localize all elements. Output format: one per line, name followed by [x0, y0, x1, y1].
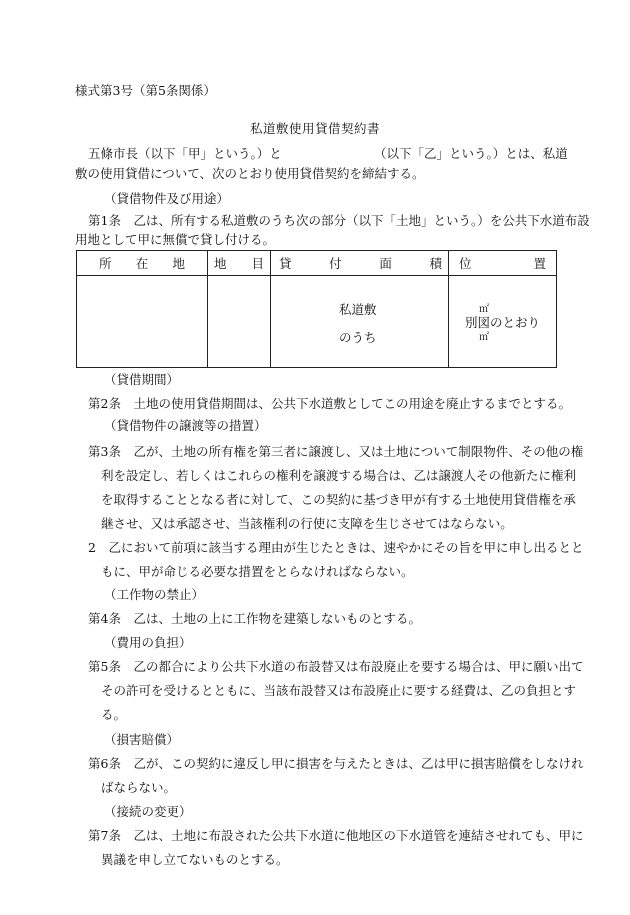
- section-3-para-2-line-1: 2 乙において前項に該当する理由が生じたときは、速やかにその旨を甲に申し出るとと: [88, 540, 584, 555]
- area-unit-1: ㎡: [479, 304, 489, 315]
- cell-lease-area: [271, 276, 489, 368]
- form-number: 様式第3号（第5条関係）: [75, 83, 216, 98]
- section-3-line-1: 第3条 乙が、土地の所有権を第三者に譲渡し、又は土地について制限物件、その他の権: [88, 444, 584, 459]
- section-5-line-1: 第5条 乙の都合により公共下水道の布設替又は布設廃止を要する場合は、甲に願い出て: [88, 659, 584, 674]
- document-title: 私道敷使用貸借契約書: [249, 121, 380, 136]
- cell-land-category: [208, 276, 271, 368]
- intro-line-1a: 五條市長（以下「甲」という。）と: [88, 146, 282, 161]
- section-3-line-3: を取得することとなる者に対して、この契約に基づき甲が有する土地使用貸借権を承: [101, 492, 576, 507]
- section-7-line-1: 第7条 乙は、土地に布設された公共下水道に他地区の下水道管を連結させれても、甲に: [88, 828, 584, 843]
- section-7-line-2: 異議を申し立てないものとする。: [101, 852, 289, 867]
- section-2-heading: （貸借期間）: [104, 372, 180, 387]
- section-5-line-3: る。: [101, 707, 127, 722]
- intro-line-1b: （以下「乙」という。）とは、私道: [374, 146, 568, 161]
- header-land-category: 地 目: [208, 251, 271, 276]
- section-5-heading: （費用の負担）: [104, 635, 192, 650]
- section-1-line-1: 第1条 乙は、所有する私道敷のうち次の部分（以下「土地」という。）を公共下水道布設: [88, 213, 590, 228]
- intro-line-2: 敷の使用貸借について、次のとおり使用貸借契約を締結する。: [75, 166, 425, 181]
- header-lease-area: 貸 付 面 積: [271, 251, 449, 276]
- area-unit-2: ㎡: [479, 332, 489, 343]
- header-position: 位 置: [449, 251, 557, 276]
- section-7-heading: （接続の変更）: [104, 804, 192, 819]
- section-5-line-2: その許可を受けるとともに、当該布設替又は布設廃止に要する経費は、乙の負担とす: [101, 683, 577, 698]
- cell-location: [77, 276, 208, 368]
- section-1-heading: （貸借物件及び用途）: [104, 191, 230, 206]
- lease-table: [76, 250, 557, 368]
- section-6-line-1: 第6条 乙が、この契約に違反し甲に損害を与えたときは、乙は甲に損害賠償をしなけれ: [88, 756, 584, 771]
- section-6-line-2: ばならない。: [101, 780, 177, 795]
- cell-position: 別図のとおり: [449, 276, 557, 368]
- section-6-heading: （損害賠償）: [104, 732, 180, 747]
- section-3-heading: （貸借物件の譲渡等の措置）: [104, 418, 267, 433]
- section-1-line-2: 用地として甲に無償で貸し付ける。: [75, 232, 276, 247]
- section-3-line-4: 継させ、又は承認させ、当該権利の行使に支障を生じさせてはならない。: [101, 516, 513, 531]
- section-3-para-2-line-2: もに、甲が命じる必要な措置をとらなければならない。: [101, 564, 414, 579]
- header-location: 所 在 地: [77, 251, 208, 276]
- section-2-line-1: 第2条 土地の使用貸借期間は、公共下水道敷としてこの用途を廃止するまでとする。: [88, 396, 571, 411]
- section-3-line-2: 利を設定し、若しくはこれらの権利を譲渡する場合は、乙は譲渡人その他新たに権利: [101, 468, 577, 483]
- area-label-of-which: のうち: [339, 330, 377, 345]
- area-label-private-road: 私道敷: [339, 302, 377, 317]
- section-4-heading: （工作物の禁止）: [104, 587, 205, 602]
- section-4-line-1: 第4条 乙は、土地の上に工作物を建築しないものとする。: [88, 611, 421, 626]
